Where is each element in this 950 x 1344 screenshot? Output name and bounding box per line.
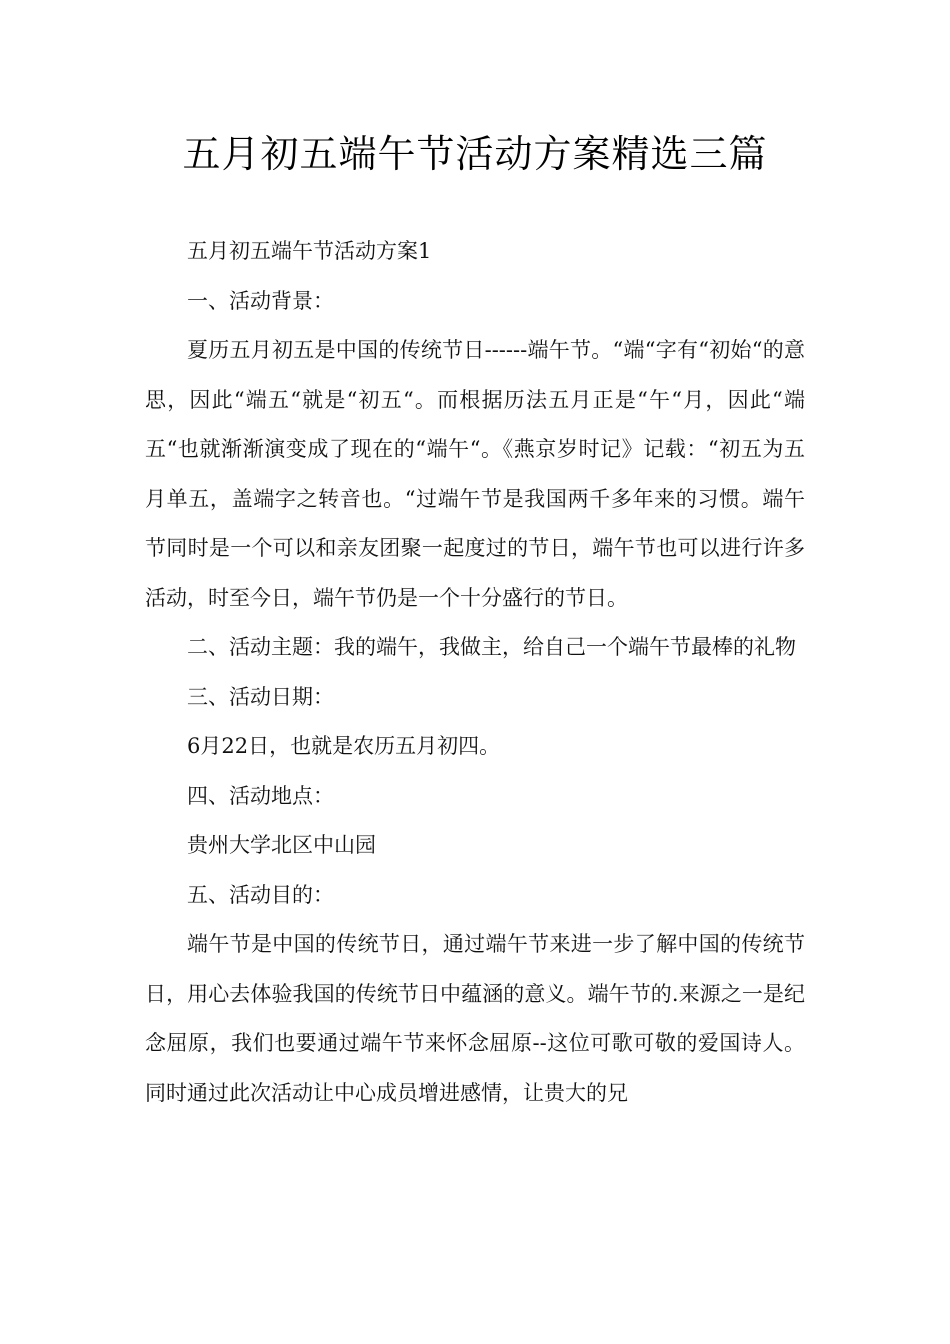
- section-heading-purpose: 五、活动目的：: [187, 882, 334, 907]
- paragraph-location: 贵州大学北区中山园: [187, 833, 376, 857]
- document-title: 五月初五端午节活动方案精选三篇: [182, 132, 768, 176]
- paragraph-date: 6月22日，也就是农历五月初四。: [187, 734, 501, 758]
- section-heading-theme: 二、活动主题：我的端午，我做主，给自己一个端午节最棒的礼物: [187, 635, 796, 659]
- section-heading-background: 一、活动背景：: [187, 288, 334, 313]
- section-heading-date: 三、活动日期：: [187, 684, 334, 709]
- paragraph-background: 夏历五月初五是中国的传统节日------端午节。“端“字有“初始“的意思，因此“端五“就是“初五“。而根据历法五月正是“午“月，因此“端五“也就渐渐演变成了现在的“端午“。《燕京岁时记》记载：“初五为五月单五，盖端字之转音也。“过端午节是我国两千多年来的习惯。端午节同时是一个可以和亲友团聚一起度过的节日，端午节也可以进行许多活动，时至今日，端午节仍是一个十分盛行的节日。: [145, 338, 805, 610]
- document-body: [145, 227, 805, 1118]
- section-heading-location: 四、活动地点：: [187, 783, 334, 808]
- paragraph-purpose: 端午节是中国的传统节日，通过端午节来进一步了解中国的传统节日，用心去体验我国的传统节日中蕴涵的意义。端午节的.来源之一是纪念屈原，我们也要通过端午节来怀念屈原--这位可歌可敬的爱国诗人。同时通过此次活动让中心成员增进感情，让贵大的兄: [145, 932, 805, 1105]
- section-heading-plan-1: 五月初五端午节活动方案1: [187, 239, 432, 263]
